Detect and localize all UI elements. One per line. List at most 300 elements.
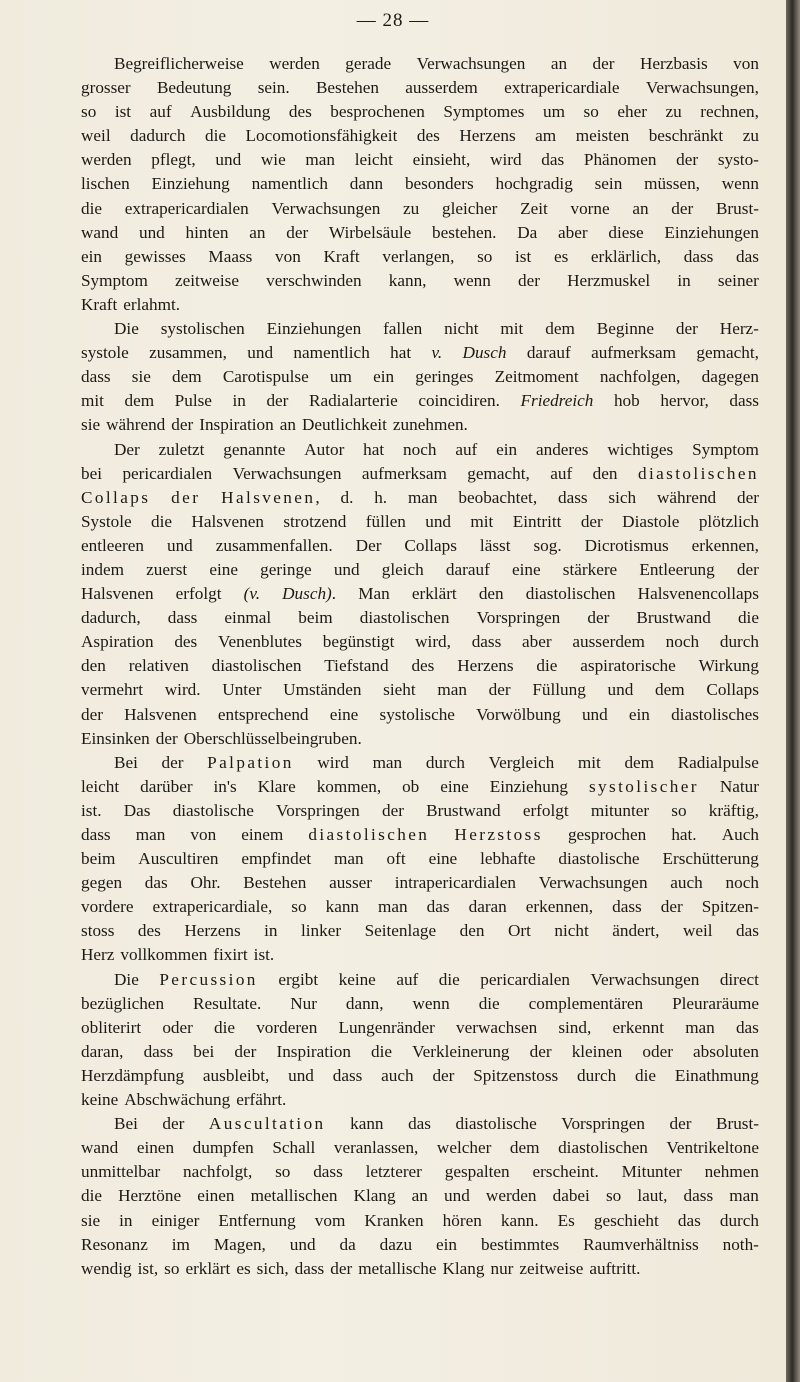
word: kleinen bbox=[571, 1041, 623, 1061]
text-line bbox=[81, 895, 759, 919]
text-line bbox=[81, 293, 759, 317]
word: Dusch bbox=[462, 343, 507, 363]
word: der bbox=[669, 1114, 692, 1134]
word: der bbox=[736, 559, 759, 579]
word: gleicher bbox=[442, 198, 498, 218]
word: der bbox=[587, 608, 610, 628]
word: Einziehung bbox=[151, 174, 230, 194]
word: und bbox=[288, 1065, 314, 1085]
word: complementären bbox=[528, 993, 644, 1013]
word: vom bbox=[314, 1210, 346, 1230]
word: keine bbox=[81, 1090, 119, 1110]
word: und bbox=[581, 704, 608, 724]
word: systolische bbox=[379, 704, 455, 724]
word: erkennen, bbox=[691, 535, 759, 555]
word: ist bbox=[114, 102, 132, 122]
word: die bbox=[478, 993, 500, 1013]
word: Collaps bbox=[404, 535, 457, 555]
text-line bbox=[81, 1160, 759, 1184]
word: Halsvenen bbox=[81, 584, 154, 604]
word: Umständen bbox=[283, 680, 362, 700]
word: sich, bbox=[256, 1258, 289, 1278]
word: bei bbox=[81, 463, 102, 483]
word: stärkere bbox=[562, 559, 618, 579]
word: durch bbox=[719, 1210, 759, 1230]
word: dass bbox=[167, 608, 198, 628]
word: die bbox=[536, 656, 558, 676]
word: hat bbox=[363, 439, 385, 459]
text-line bbox=[81, 1209, 759, 1233]
word: es bbox=[553, 246, 569, 266]
word: Die bbox=[114, 969, 139, 989]
word: verwachsen bbox=[456, 1017, 538, 1037]
word: Der bbox=[114, 439, 140, 459]
word: so bbox=[605, 1186, 622, 1206]
word: nehmen bbox=[704, 1162, 759, 1182]
word: eine bbox=[511, 559, 541, 579]
word: indem bbox=[81, 559, 124, 579]
word: Unter bbox=[222, 680, 262, 700]
word: metallische bbox=[358, 1258, 437, 1278]
word: dann, bbox=[345, 993, 384, 1013]
word: der bbox=[675, 319, 698, 339]
word: sie bbox=[81, 415, 101, 435]
word: beim bbox=[298, 608, 333, 628]
word: strotzend bbox=[283, 511, 347, 531]
word: Natur bbox=[719, 776, 759, 796]
word: begünstigt bbox=[322, 632, 395, 652]
paragraph bbox=[81, 1112, 759, 1281]
word: und bbox=[425, 511, 452, 531]
word: des bbox=[174, 632, 198, 652]
word: Mitunter bbox=[621, 1162, 682, 1182]
word: Kraft bbox=[81, 294, 118, 314]
word: dass bbox=[332, 1065, 363, 1085]
word: relativen bbox=[128, 656, 189, 676]
word: Radialarterie bbox=[308, 391, 398, 411]
word: noth- bbox=[722, 1234, 759, 1254]
word: Schall bbox=[272, 1138, 316, 1158]
word: systo- bbox=[717, 150, 759, 170]
word: erklärlich, bbox=[590, 246, 662, 266]
word: diastolischen bbox=[211, 656, 302, 676]
word: letzterer bbox=[365, 1162, 422, 1182]
word: Kranken bbox=[364, 1210, 424, 1230]
word: Man bbox=[358, 584, 390, 604]
text-line bbox=[81, 124, 759, 148]
word: Resonanz bbox=[81, 1234, 148, 1254]
text-line bbox=[81, 245, 759, 269]
word: so bbox=[291, 897, 307, 917]
word: der bbox=[529, 1041, 552, 1061]
word: Herzstoss bbox=[454, 825, 543, 844]
word: mit bbox=[577, 752, 601, 772]
word: lebhafte bbox=[480, 849, 536, 869]
word: diastolischen bbox=[558, 1138, 648, 1158]
word: Nur bbox=[290, 993, 317, 1013]
word: Halsvenen bbox=[124, 704, 197, 724]
word: Die bbox=[114, 319, 139, 339]
word: Autor bbox=[304, 439, 345, 459]
text-line bbox=[81, 317, 759, 341]
word: Verwachsungen bbox=[590, 969, 700, 989]
text-line bbox=[81, 871, 759, 895]
word: ein bbox=[628, 704, 650, 724]
word: grosser bbox=[81, 78, 131, 98]
word: in's bbox=[213, 776, 237, 796]
word: man bbox=[334, 849, 364, 869]
word: welcher bbox=[436, 1138, 492, 1158]
word: diastolische bbox=[558, 849, 640, 869]
word: Ohr. bbox=[190, 873, 221, 893]
word: seiner bbox=[717, 270, 759, 290]
word: die bbox=[151, 511, 173, 531]
word: Herzmuskel bbox=[567, 270, 651, 290]
word: Herztöne bbox=[118, 1186, 182, 1206]
text-line bbox=[81, 438, 759, 462]
word: besprochenen bbox=[330, 102, 425, 122]
text-line bbox=[81, 968, 759, 992]
word: leicht bbox=[354, 150, 393, 170]
word: und bbox=[444, 1186, 470, 1206]
text-line bbox=[81, 751, 759, 775]
word: der bbox=[660, 897, 683, 917]
word: extrapericardiale bbox=[504, 78, 620, 98]
word: kommen, bbox=[316, 776, 382, 796]
word: die bbox=[81, 198, 102, 218]
word: Es bbox=[557, 1210, 575, 1230]
word: oder bbox=[162, 1017, 193, 1037]
word: während bbox=[106, 415, 166, 435]
word: Tiefstand bbox=[324, 656, 389, 676]
word: es bbox=[236, 1258, 251, 1278]
word: geschieht bbox=[593, 1210, 659, 1230]
word: auf bbox=[149, 102, 172, 122]
word: Oberschlüsselbeingruben. bbox=[183, 728, 362, 748]
text-line bbox=[81, 919, 759, 943]
word: das bbox=[677, 1210, 701, 1230]
text-line bbox=[81, 365, 759, 389]
text-line bbox=[81, 76, 759, 100]
word: dass bbox=[294, 1258, 325, 1278]
word: Maass bbox=[208, 246, 253, 266]
word: plötzlich bbox=[698, 511, 759, 531]
word: Abschwächung bbox=[124, 1090, 231, 1110]
word: dass bbox=[729, 391, 759, 411]
word: sind, bbox=[558, 1017, 592, 1037]
text-line bbox=[81, 172, 759, 196]
word: Herzbasis bbox=[639, 54, 708, 73]
word: entleeren bbox=[81, 535, 144, 555]
word: aber bbox=[558, 222, 588, 242]
word: wenn bbox=[453, 270, 491, 290]
word: wand bbox=[81, 1138, 119, 1158]
page-edge bbox=[786, 0, 800, 1382]
word: ist. bbox=[81, 800, 102, 820]
word: wenn bbox=[412, 993, 450, 1013]
word: nachfolgen, bbox=[599, 367, 681, 387]
word: zusammenfallen. bbox=[215, 535, 333, 555]
word: dumpfen bbox=[192, 1138, 254, 1158]
word: Ventrikeltone bbox=[666, 1138, 759, 1158]
word: kann, bbox=[388, 270, 427, 290]
word: Entfernung bbox=[218, 1210, 296, 1230]
word: Deutlichkeit bbox=[301, 415, 387, 435]
word: aufmerksam bbox=[361, 463, 447, 483]
word: veranlassen, bbox=[333, 1138, 419, 1158]
word: Brust- bbox=[715, 198, 759, 218]
word: in bbox=[677, 270, 691, 290]
word: kräftig, bbox=[708, 800, 759, 820]
word: extrapericardialen bbox=[124, 198, 249, 218]
text-line bbox=[81, 534, 759, 558]
text-line bbox=[81, 1257, 759, 1281]
word: ein bbox=[496, 439, 518, 459]
word: dass bbox=[612, 897, 642, 917]
word: dann bbox=[349, 174, 384, 194]
word: hinten bbox=[185, 222, 229, 242]
word: diastolisches bbox=[671, 704, 759, 724]
word: ist. bbox=[253, 945, 275, 965]
word: man bbox=[135, 825, 166, 844]
word: Ort bbox=[507, 921, 531, 941]
word: wird bbox=[490, 150, 522, 170]
word: müssen, bbox=[644, 174, 700, 194]
paragraph bbox=[81, 968, 759, 1113]
word: mit bbox=[500, 319, 524, 339]
word: dass bbox=[81, 367, 111, 387]
word: ausserdem bbox=[405, 78, 478, 98]
word: auch bbox=[670, 873, 703, 893]
word: Vorspringen bbox=[476, 608, 561, 628]
word: Bedeutung bbox=[156, 78, 232, 98]
word: Herzens bbox=[459, 126, 516, 146]
word: daran bbox=[468, 897, 507, 917]
word: werden bbox=[485, 1186, 537, 1206]
word: dass bbox=[313, 1162, 343, 1182]
word: so bbox=[81, 102, 97, 122]
word: Verwachsungen bbox=[232, 463, 342, 483]
word: das bbox=[144, 873, 168, 893]
word: in bbox=[119, 1210, 133, 1230]
word: der bbox=[432, 1065, 455, 1085]
word: Einathmung bbox=[674, 1065, 759, 1085]
word: Collaps bbox=[706, 680, 759, 700]
word: auf bbox=[550, 463, 573, 483]
word: daran, bbox=[81, 1041, 124, 1061]
word: darauf bbox=[445, 559, 490, 579]
word: der bbox=[161, 752, 184, 772]
word: des bbox=[411, 656, 435, 676]
text-line bbox=[81, 1184, 759, 1208]
word: Brust- bbox=[716, 1114, 759, 1134]
text-line bbox=[81, 606, 759, 630]
word: kann. bbox=[500, 1210, 539, 1230]
word: entsprechend bbox=[217, 704, 309, 724]
word: des bbox=[137, 921, 161, 941]
word: erklärt bbox=[411, 584, 457, 604]
text-line bbox=[81, 582, 759, 606]
word: direct bbox=[719, 969, 759, 989]
text-line bbox=[81, 678, 759, 702]
word: lässt bbox=[479, 535, 511, 555]
text-line bbox=[81, 703, 759, 727]
word: Magen, bbox=[213, 1234, 266, 1254]
word: das bbox=[736, 246, 759, 266]
word: wird. bbox=[164, 680, 201, 700]
word: Klang bbox=[353, 1186, 396, 1206]
word: zeitweise bbox=[519, 1258, 584, 1278]
word: genannte bbox=[223, 439, 286, 459]
word: vermehrt bbox=[81, 680, 144, 700]
text-line bbox=[81, 221, 759, 245]
word: Begreiflicherweise bbox=[114, 54, 244, 73]
word: aber bbox=[522, 632, 552, 652]
word: hob bbox=[613, 391, 640, 411]
word: Seitenlage bbox=[364, 921, 437, 941]
word: Bestehen bbox=[243, 873, 307, 893]
word: einen bbox=[136, 1138, 175, 1158]
text-line bbox=[81, 558, 759, 582]
word: Erschütterung bbox=[662, 849, 759, 869]
word: Inspiration bbox=[276, 1041, 351, 1061]
word: obliterirt bbox=[81, 1017, 142, 1037]
word: Symptom bbox=[81, 270, 148, 290]
text-line bbox=[81, 799, 759, 823]
word: diastolische bbox=[172, 800, 254, 820]
word: besonders bbox=[404, 174, 474, 194]
word: einsieht, bbox=[412, 150, 471, 170]
text-line bbox=[81, 148, 759, 172]
text-line bbox=[81, 52, 759, 76]
word: dadurch bbox=[130, 126, 186, 146]
word: diastolischen bbox=[359, 608, 450, 628]
word: auch bbox=[381, 1065, 414, 1085]
word: diastolischen bbox=[637, 463, 759, 483]
word: noch bbox=[725, 873, 759, 893]
word: diese bbox=[608, 222, 644, 242]
text-line bbox=[81, 510, 759, 534]
word: man bbox=[378, 897, 408, 917]
word: füllen bbox=[365, 511, 406, 531]
word: gewisses bbox=[124, 246, 186, 266]
word: Phänomen bbox=[583, 150, 657, 170]
word: coincidiren. bbox=[418, 391, 500, 411]
word: dem bbox=[124, 391, 155, 411]
word: dagegen bbox=[701, 367, 759, 387]
word: leicht bbox=[81, 776, 120, 796]
word: so bbox=[275, 1162, 291, 1182]
word: Herzens bbox=[457, 656, 514, 676]
word: Auch bbox=[721, 825, 759, 844]
word: dem bbox=[655, 680, 685, 700]
word: Einsinken bbox=[81, 728, 150, 748]
word: der bbox=[518, 270, 540, 290]
word: Auscultiren bbox=[138, 849, 219, 869]
word: das bbox=[541, 150, 565, 170]
word: hat bbox=[390, 343, 412, 363]
word: eine bbox=[329, 704, 359, 724]
word: ein bbox=[373, 367, 395, 387]
word: systolischen bbox=[160, 319, 245, 339]
word: der bbox=[234, 1041, 257, 1061]
word: weil bbox=[81, 126, 111, 146]
word: Zeitmoment bbox=[494, 367, 579, 387]
word: fixirt bbox=[213, 945, 248, 965]
word: dass bbox=[683, 246, 714, 266]
word: lischen bbox=[81, 174, 130, 194]
word: geringe bbox=[260, 559, 312, 579]
word: um bbox=[329, 367, 352, 387]
word: linker bbox=[300, 921, 342, 941]
word: vorderen bbox=[256, 1017, 318, 1037]
word: Auscultation bbox=[208, 1114, 326, 1134]
word: erlahmt. bbox=[123, 294, 181, 314]
text-line bbox=[81, 341, 759, 365]
word: Vorwölbung bbox=[476, 704, 561, 724]
word: der bbox=[488, 680, 511, 700]
word: Bei bbox=[114, 752, 138, 772]
word: dass bbox=[143, 1041, 174, 1061]
word: der bbox=[671, 198, 694, 218]
word: man bbox=[685, 1017, 715, 1037]
word: ausserdem bbox=[572, 632, 645, 652]
word: man bbox=[729, 1186, 759, 1206]
word: vollkommen bbox=[120, 945, 208, 965]
word: einiger bbox=[151, 1210, 200, 1230]
word: keine bbox=[338, 969, 376, 989]
word: diastolischen bbox=[525, 584, 616, 604]
word: Einziehungen bbox=[664, 222, 759, 242]
word: diastolischen bbox=[308, 825, 430, 844]
word: da bbox=[339, 1234, 356, 1254]
word: erfolgt bbox=[175, 584, 222, 604]
text-line bbox=[81, 992, 759, 1016]
word: und bbox=[607, 680, 634, 700]
word: von bbox=[275, 246, 301, 266]
word: Wirkung bbox=[698, 656, 759, 676]
word: sie bbox=[81, 1210, 101, 1230]
word: gegen bbox=[81, 873, 123, 893]
word: Klare bbox=[257, 776, 296, 796]
word: auf bbox=[455, 439, 478, 459]
word: Inspiration bbox=[199, 415, 274, 435]
word: werden bbox=[81, 150, 132, 170]
word: zuerst bbox=[146, 559, 188, 579]
word: ein bbox=[436, 1234, 458, 1254]
text-line bbox=[81, 775, 759, 799]
word: der bbox=[580, 511, 603, 531]
word: dass bbox=[683, 1186, 714, 1206]
word: Locomotionsfähigkeit bbox=[245, 126, 398, 146]
word: fallen bbox=[383, 319, 423, 339]
word: vordere bbox=[81, 897, 134, 917]
word: so bbox=[164, 1258, 180, 1278]
text-line bbox=[81, 1112, 759, 1136]
word: im bbox=[171, 1234, 190, 1254]
word: hören bbox=[442, 1210, 482, 1230]
word: erfährt. bbox=[236, 1090, 287, 1110]
word: die bbox=[205, 126, 227, 146]
word: aspiratorische bbox=[580, 656, 676, 676]
word: und bbox=[215, 150, 242, 170]
word: auftritt. bbox=[589, 1258, 641, 1278]
word: die bbox=[438, 969, 460, 989]
word: und bbox=[247, 343, 274, 363]
word: am bbox=[535, 126, 557, 146]
word: des bbox=[288, 102, 312, 122]
word: wie bbox=[260, 150, 286, 170]
